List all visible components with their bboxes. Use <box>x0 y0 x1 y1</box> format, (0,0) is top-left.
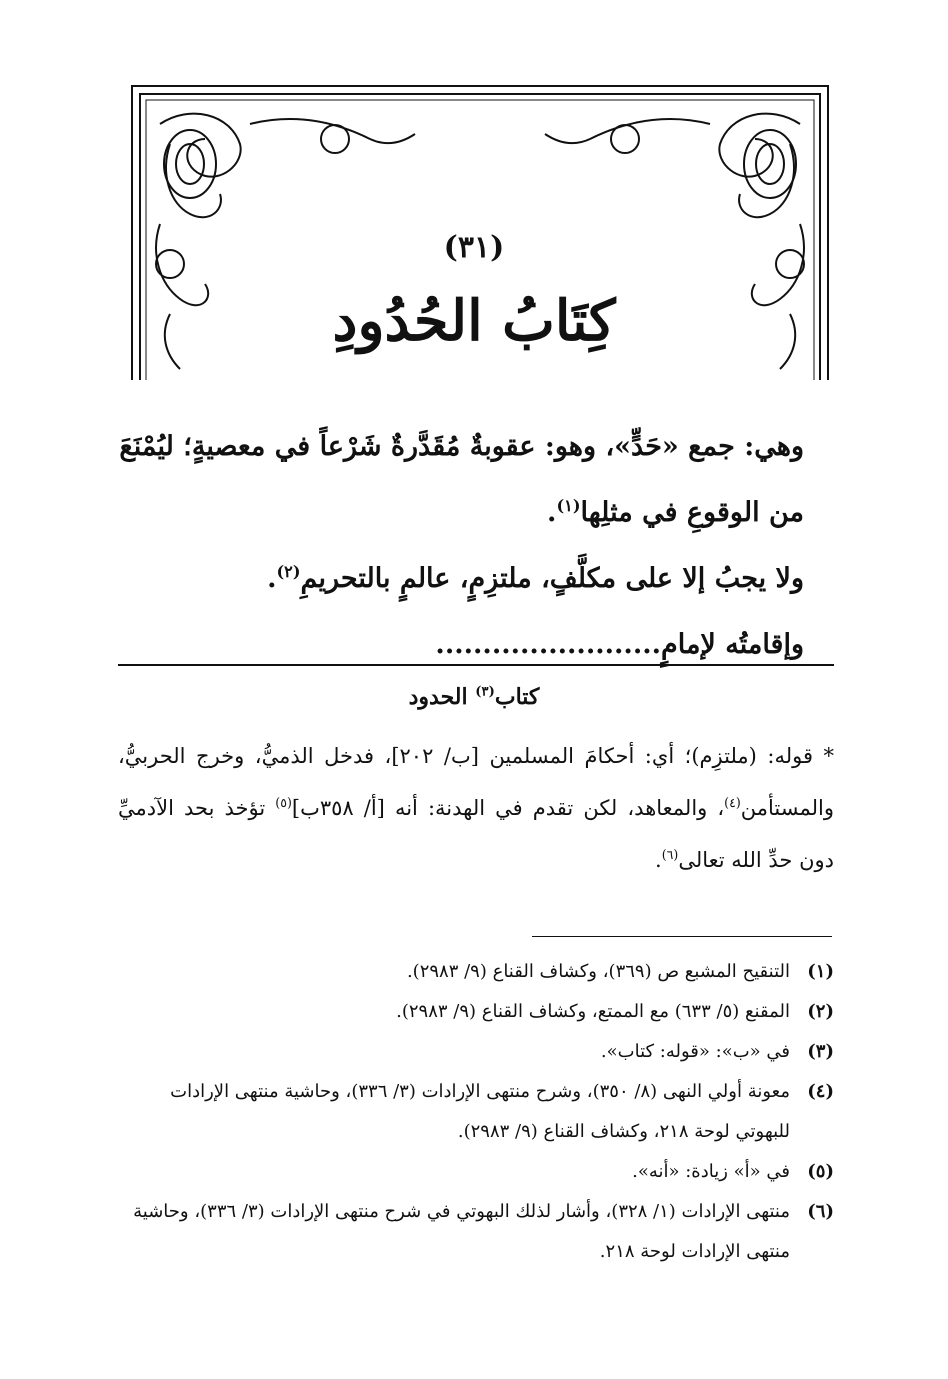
footnote-ref-5: (٥) <box>275 795 292 810</box>
footnote-ref-4: (٤) <box>724 795 741 810</box>
commentary-title-text: كتاب <box>494 684 540 710</box>
footnote-item <box>118 1152 834 1192</box>
commentary-title-rest: الحدود <box>408 684 476 710</box>
footnote-divider <box>532 936 832 937</box>
footnote-item <box>118 952 834 992</box>
footnote-ref-1: (١) <box>556 496 581 515</box>
commentary-paragraph <box>118 730 834 886</box>
footnote-text: في «أ» زيادة: «أنه». <box>632 1161 790 1182</box>
commentary-part-3: تؤخذ بحد الآدميِّ دون حدِّ الله تعالى <box>118 796 834 872</box>
commentary-part-1: * قوله: (ملتزِم)؛ أي: أحكامَ المسلمين [ب/ ٢٠٢]، فدخل الذميُّ، وخرج الحربيُّ، والمستأمن <box>118 744 834 820</box>
continuation-dots: ........................ <box>435 629 662 660</box>
footnote-text: التنقيح المشبع ص (٣٦٩)، وكشاف القناع (٩/ ٢٩٨٣). <box>406 961 790 982</box>
footnote-number: (٣) <box>807 1041 834 1062</box>
main-paragraph-2-text: ولا يجبُ إلا على مكلَّفٍ، ملتزِمٍ، عالمٍ بالتحريمِ <box>300 563 804 594</box>
main-paragraph-1 <box>118 414 838 546</box>
footnote-ref-6: (٦) <box>661 847 679 862</box>
commentary-part-4: . <box>655 848 662 872</box>
main-paragraph-3-text: وإقامتُه لإمامٍ <box>661 629 804 660</box>
footnote-item <box>118 1032 834 1072</box>
commentary-title <box>0 684 948 710</box>
main-paragraph-3 <box>118 612 838 678</box>
footnote-number: (٤) <box>807 1081 834 1102</box>
footnote-number: (٦) <box>807 1201 834 1222</box>
main-paragraph-2 <box>118 546 838 612</box>
main-paragraph-1-text: وهي: جمع «حَدٍّ»، وهو: عقوبةٌ مُقَدَّرةٌ شَرْعاً في معصيةٍ؛ ليُمْنَعَ من الوقوعِ في مثلِها <box>119 431 804 528</box>
footnote-ref-3: (٣) <box>475 684 495 700</box>
footnote-text: معونة أولي النهى (٨/ ٣٥٠)، وشرح منتهى الإرادات (٣/ ٣٣٦)، وحاشية منتهى الإرادات للبهوتي لوحة ٢١٨، وكشاف القناع (٩/ ٢٩٨٣). <box>170 1081 790 1142</box>
footnote-number: (٥) <box>807 1161 834 1182</box>
chapter-title: كِتَابُ الحُدُودِ <box>332 288 616 354</box>
footnote-number: (١) <box>807 961 834 982</box>
main-paragraph-2-end: . <box>267 563 277 594</box>
commentary-part-2: ، والمعاهد، لكن تقدم في الهدنة: أنه [أ/ ٣٥٨ب] <box>291 796 725 820</box>
footnote-item <box>118 992 834 1032</box>
footnote-number: (٢) <box>807 1001 834 1022</box>
main-paragraph-1-end: . <box>547 497 557 528</box>
chapter-number: (٣١) <box>443 230 505 265</box>
footnote-text: منتهى الإرادات (١/ ٣٢٨)، وأشار لذلك البهوتي في شرح منتهى الإرادات (٣/ ٣٣٦)، وحاشية منتهى الإرادات لوحة ٢١٨. <box>133 1201 790 1262</box>
footnote-item <box>118 1072 834 1152</box>
footnote-text: المقنع (٥/ ٦٣٣) مع الممتع، وكشاف القناع (٩/ ٢٩٨٣). <box>396 1001 790 1022</box>
commentary-text <box>118 730 834 886</box>
main-text <box>118 414 838 678</box>
footnote-ref-2: (٢) <box>276 562 301 581</box>
section-divider <box>118 664 834 666</box>
footnote-text: في «ب»: «قوله: كتاب». <box>600 1041 790 1062</box>
footnotes <box>118 952 834 1272</box>
footnote-item <box>118 1192 834 1272</box>
